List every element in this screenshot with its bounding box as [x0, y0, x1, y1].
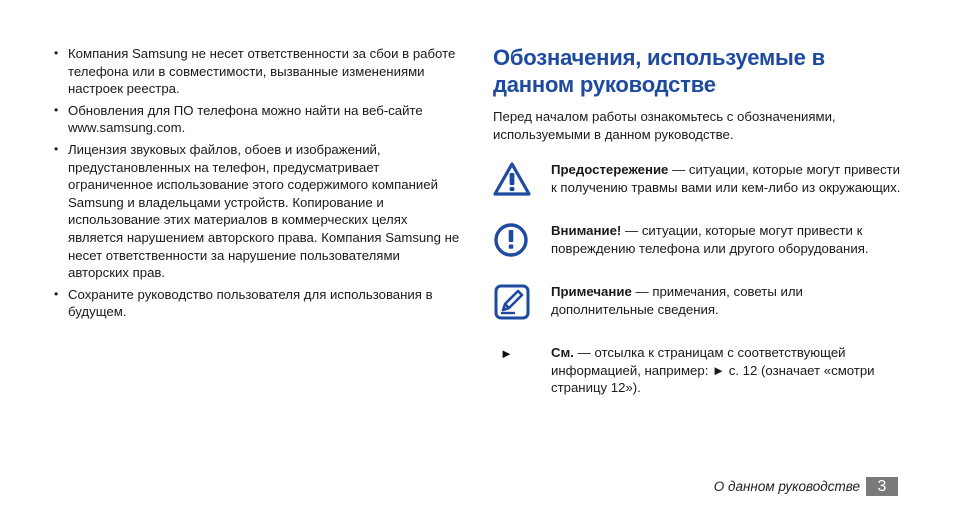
footer-section-title: О данном руководстве — [713, 479, 860, 494]
list-item-text: Компания Samsung не несет ответственности за сбои в работе телефона или в совместимости, вызванные изменениями настроек реестра. — [68, 46, 456, 97]
bullet-dot: • — [54, 141, 59, 156]
page-number-badge: 3 — [866, 477, 898, 496]
legend-desc: — отсылка к страницам с соответствующей информацией, например: ► с. 12 (означает «смотри страницу 12»). — [551, 345, 875, 396]
legend-item-note — [493, 283, 903, 325]
list-item — [52, 102, 462, 137]
bullet-dot: • — [54, 46, 59, 60]
legend-text — [551, 283, 903, 318]
legend-term: Предостережение — [551, 162, 669, 178]
arrow-right-icon — [493, 344, 551, 386]
legend-desc: — примечания, советы или дополнительные сведения. — [551, 284, 803, 317]
legend-item-warning — [493, 161, 903, 203]
icon-legend — [493, 161, 903, 397]
caution-circle-icon — [493, 222, 551, 264]
section-heading: Обозначения, используемые в данном руководстве — [493, 45, 825, 97]
legend-text — [551, 161, 903, 196]
warning-triangle-icon — [493, 161, 551, 203]
left-column — [52, 45, 462, 325]
bullet-dot: • — [54, 286, 59, 301]
info-bullet-list — [52, 45, 462, 321]
note-pencil-icon — [493, 283, 551, 325]
list-item-text: Обновления для ПО телефона можно найти на веб-сайте www.samsung.com. — [68, 102, 423, 136]
right-column — [493, 44, 903, 416]
list-item — [52, 286, 462, 321]
legend-term: См. — [551, 345, 574, 361]
legend-desc: — ситуации, которые могут привести к получению травмы вами или кем-либо из окружающих. — [551, 162, 901, 195]
page-footer — [714, 477, 898, 496]
section-intro: Перед началом работы ознакомьтесь с обозначениями, используемыми в данном руководстве. — [493, 109, 836, 142]
list-item — [52, 45, 462, 98]
legend-term: Внимание! — [551, 223, 622, 239]
legend-text — [551, 222, 903, 257]
legend-term: Примечание — [551, 284, 632, 300]
bullet-dot: • — [54, 102, 59, 117]
list-item-text: Сохраните руководство пользователя для использования в будущем. — [68, 286, 433, 320]
legend-desc: — ситуации, которые могут привести к повреждению телефона или другого оборудования. — [551, 223, 869, 256]
legend-text — [551, 344, 903, 397]
legend-item-caution — [493, 222, 903, 264]
legend-item-reference — [493, 344, 903, 397]
list-item — [52, 141, 462, 282]
list-item-text: Лицензия звуковых файлов, обоев и изображений, предустановленных на телефон, предусматривает ограниченное использование этого содержимого компанией Samsung и владельцами устройств. Копирование и использование этих материалов в коммерческих целях является нарушением авторского права. Компания Samsung не несет ответственности за нарушение пользователями авторских прав. — [68, 141, 460, 281]
arrow-glyph: ► — [500, 346, 513, 362]
